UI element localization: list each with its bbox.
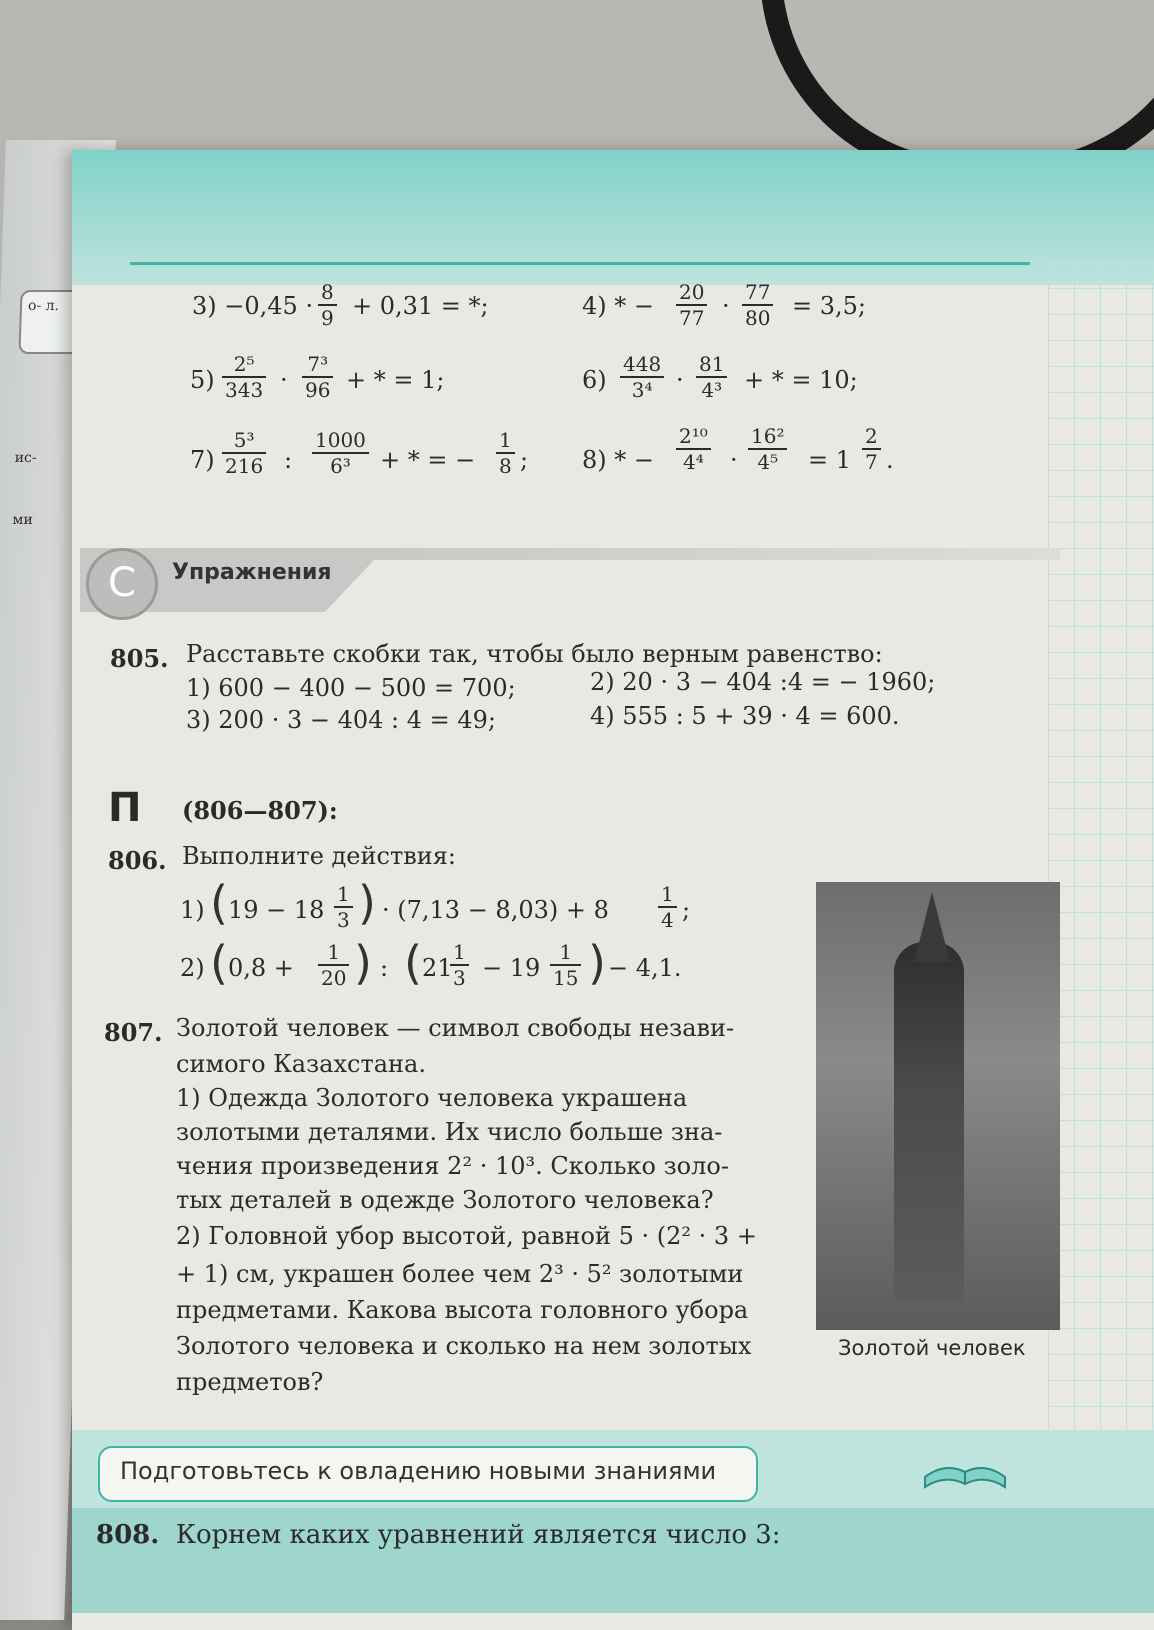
fraction [450, 940, 469, 990]
fraction [496, 428, 515, 478]
denominator: 4⁴ [683, 450, 704, 474]
pair-range: (806—807): [182, 796, 338, 825]
exercise-807-line: золотыми деталями. Их число больше зна- [176, 1118, 723, 1146]
fraction [222, 428, 266, 478]
paren-close: ) [354, 936, 372, 990]
exercise-4-lead: 4) * − [582, 292, 654, 320]
numerator: 81 [696, 352, 727, 378]
header-rule [130, 262, 1030, 265]
exercise-805-item: 2) 20 · 3 − 404 :4 = − 1960; [590, 668, 936, 696]
statue-figure [894, 942, 964, 1302]
numerator: 1 [318, 940, 349, 966]
exercise-805-item: 4) 555 : 5 + 39 · 4 = 600. [590, 702, 900, 730]
statue-headdress [914, 892, 950, 962]
expression-end: − 4,1. [608, 954, 682, 982]
numerator: 77 [742, 280, 773, 306]
exercise-807-line: + 1) см, украшен более чем 2³ · 5² золотыми [176, 1260, 744, 1288]
paren-close: ) [358, 876, 376, 930]
exercise-806-text: Выполните действия: [182, 842, 456, 870]
exercise-8-end: . [886, 446, 894, 474]
item-label: 1) [180, 896, 205, 924]
operator: : [380, 954, 389, 982]
denominator: 3 [337, 908, 350, 932]
denominator: 3⁴ [631, 378, 653, 402]
expression-end: ; [682, 896, 691, 924]
exercise-7-lead: 7) [190, 446, 215, 474]
exercise-807-line: Золотой человек — символ свободы незави- [176, 1014, 735, 1042]
expression-text: − 19 [482, 954, 541, 982]
exercise-807-line: предметами. Какова высота головного убора [176, 1296, 749, 1324]
fraction [318, 280, 337, 330]
denominator: 6³ [330, 454, 351, 478]
denominator: 96 [305, 378, 331, 402]
photo-caption: Золотой человек [838, 1336, 1026, 1360]
section-letter-badge: C [86, 548, 158, 620]
denominator: 15 [553, 966, 579, 990]
section-title: Упражнения [172, 560, 332, 585]
exercise-3-tail: + 0,31 = *; [352, 292, 489, 320]
fraction [222, 352, 266, 402]
exercise-5-tail: + * = 1; [346, 366, 445, 394]
exercise-807-line: Золотого человека и сколько на нем золотых [176, 1332, 752, 1360]
fraction [696, 352, 727, 402]
pair-work-icon: П [108, 785, 142, 831]
exercise-807-line: симого Казахстана. [176, 1050, 426, 1078]
fraction [658, 882, 677, 932]
paren-open: ( [404, 936, 422, 990]
fraction [550, 940, 581, 990]
numerator: 16² [748, 424, 787, 450]
numerator: 1 [496, 428, 515, 454]
denominator: 4 [661, 908, 674, 932]
fraction [312, 428, 369, 478]
numerator: 20 [676, 280, 707, 306]
fraction [748, 424, 787, 474]
exercise-807-line: 2) Головной убор высотой, равной 5 · (2² · 3 + [176, 1222, 757, 1250]
denominator: 4³ [701, 378, 723, 402]
numerator: 1000 [312, 428, 369, 454]
fraction [862, 424, 881, 474]
exercise-807-line: чения произведения 2² · 10³. Сколько золо- [176, 1152, 729, 1180]
margin-grid [1048, 262, 1154, 1612]
exercise-805-item: 3) 200 · 3 − 404 : 4 = 49; [186, 706, 497, 734]
operator: : [284, 446, 293, 474]
paren-open: ( [210, 876, 228, 930]
denominator: 3 [453, 966, 466, 990]
golden-man-photo [816, 882, 1060, 1330]
denominator: 7 [865, 450, 878, 474]
operator: · [280, 366, 288, 394]
operator: · [730, 446, 738, 474]
operator: · [722, 292, 730, 320]
numerator: 448 [620, 352, 664, 378]
expression-text: 21 [422, 954, 453, 982]
fraction [620, 352, 664, 402]
denominator: 216 [225, 454, 264, 478]
exercise-808 [96, 1520, 781, 1550]
fraction [302, 352, 333, 402]
exercise-7-end: ; [520, 446, 529, 474]
expression-text: 0,8 + [228, 954, 294, 982]
expression-text: 19 − 18 [228, 896, 325, 924]
numerator: 8 [318, 280, 337, 306]
numerator: 1 [334, 882, 353, 908]
exercise-806-number: 806. [108, 846, 167, 875]
fraction [676, 280, 707, 330]
denominator: 80 [745, 306, 771, 330]
denominator: 4⁵ [757, 450, 779, 474]
exercise-3-lead: 3) −0,45 · [192, 292, 314, 320]
paren-close: ) [588, 936, 606, 990]
exercise-6-lead: 6) [582, 366, 607, 394]
item-label: 2) [180, 954, 205, 982]
exercise-8-lead: 8) * − [582, 446, 654, 474]
exercise-808-number: 808. [96, 1520, 160, 1550]
expression-text: · (7,13 − 8,03) + 8 [382, 896, 609, 924]
exercise-807-line: 1) Одежда Золотого человека украшена [176, 1084, 688, 1112]
numerator: 7³ [302, 352, 333, 378]
paren-open: ( [210, 936, 228, 990]
denominator: 77 [679, 306, 705, 330]
denominator: 9 [321, 306, 334, 330]
exercise-805-item: 1) 600 − 400 − 500 = 700; [186, 674, 516, 702]
exercise-8-tail: = 1 [808, 446, 852, 474]
exercise-807-line: тых деталей в одежде Золотого человека? [176, 1186, 714, 1214]
numerator: 2 [862, 424, 881, 450]
exercise-808-text: Корнем каких уравнений является число 3: [175, 1520, 781, 1550]
numerator: 1 [658, 882, 677, 908]
exercise-805-text: Расставьте скобки так, чтобы было верным равенство: [186, 640, 883, 668]
fraction [318, 940, 349, 990]
exercise-6-tail: + * = 10; [744, 366, 858, 394]
numerator: 2⁵ [222, 352, 266, 378]
operator: · [676, 366, 684, 394]
fraction [742, 280, 773, 330]
denominator: 8 [499, 454, 512, 478]
exercise-4-tail: = 3,5; [792, 292, 866, 320]
exercise-805-number: 805. [110, 644, 169, 673]
numerator: 5³ [222, 428, 266, 454]
ready-text: Подготовьтесь к овладению новыми знаниями [120, 1457, 717, 1485]
exercise-807-line: предметов? [176, 1368, 324, 1396]
numerator: 1 [550, 940, 581, 966]
exercise-807-number: 807. [104, 1018, 163, 1047]
fraction [334, 882, 353, 932]
numerator: 2¹⁰ [676, 424, 711, 450]
denominator: 343 [225, 378, 264, 402]
denominator: 20 [321, 966, 347, 990]
left-margin-text: ис- [14, 450, 37, 466]
left-margin-text: ми [12, 512, 34, 528]
exercise-7-tail: + * = − [380, 446, 476, 474]
exercise-5-lead: 5) [190, 366, 215, 394]
left-margin-tag-text: о- л. [27, 298, 60, 314]
fraction [676, 424, 711, 474]
numerator: 1 [450, 940, 469, 966]
open-book-icon [920, 1432, 1010, 1492]
